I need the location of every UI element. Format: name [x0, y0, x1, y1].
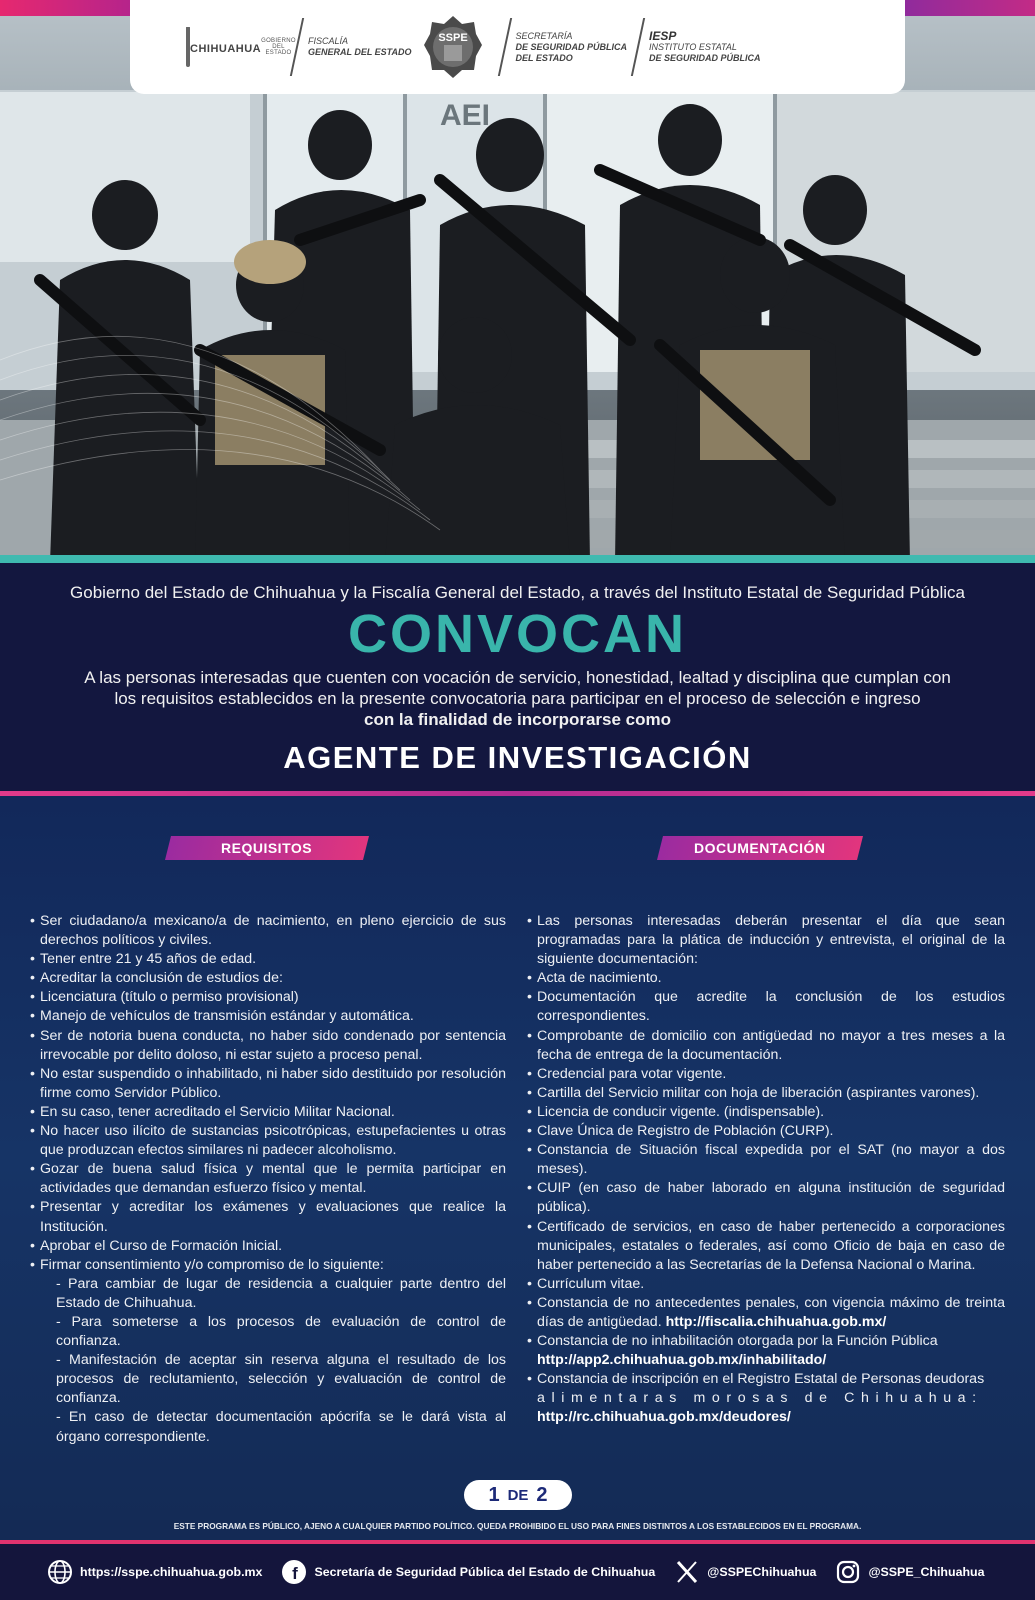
hero-photo	[0, 0, 1035, 563]
list-subitem: - Manifestación de aceptar sin reserva alguna el resultado de los procesos de reclutamiento, selección y evaluación de control de confianza.	[56, 1352, 506, 1407]
iesp-logo: IESP INSTITUTO ESTATAL DE SEGURIDAD PÚBLICA	[649, 28, 761, 63]
list-item: • Cartilla del Servicio militar con hoja de liberación (aspirantes varones).	[527, 1084, 1005, 1103]
list-item: • Ser de notoria buena conducta, no haber sido condenado por sentencia irrevocable por delito doloso, ni estar sujeto a proceso penal.	[30, 1027, 506, 1065]
deudores-link[interactable]: http://rc.chihuahua.gob.mx/deudores/	[537, 1409, 791, 1426]
footer-website[interactable]: https://sspe.chihuahua.gob.mx	[46, 1558, 262, 1586]
list-item: • Clave Única de Registro de Población (CURP).	[527, 1122, 1005, 1141]
list-item: • Licencia de conducir vigente. (indispensable).	[527, 1103, 1005, 1122]
x-icon	[673, 1558, 701, 1586]
documentacion-list	[527, 912, 1005, 1428]
list-item: • Ser ciudadano/a mexicano/a de nacimiento, en pleno ejercicio de sus derechos políticos y civiles.	[30, 912, 506, 950]
logo-bar	[130, 0, 905, 94]
list-item: • Acreditar la conclusión de estudios de:	[30, 969, 506, 988]
list-item: • Certificado de servicios, en caso de haber pertenecido a corporaciones municipales, estatales o federales, así como Oficio de baja en caso de haber pertenecido a las Secretarías de la Defensa Nacional o Marina.	[527, 1218, 1005, 1275]
list-item: • Constancia de no antecedentes penales, con vigencia máximo de treinta días de antigüedad. http://fiscalia.chihuahua.gob.mx/	[527, 1294, 1005, 1332]
sspe-badge-icon	[422, 14, 484, 80]
facebook-icon	[280, 1558, 308, 1586]
list-item: • Credencial para votar vigente.	[527, 1065, 1005, 1084]
svg-text:SSPE: SSPE	[437, 32, 468, 44]
list-item: • No hacer uso ilícito de sustancias psicotrópicas, estupefacientes u otras que produzcan efectos similares ni padecer alcoholismo.	[30, 1122, 506, 1160]
list-subitem: - En caso de detectar documentación apócrifa se le dará vista al órgano correspondiente.	[56, 1409, 506, 1445]
secretaria-logo: SECRETARÍA DE SEGURIDAD PÚBLICA DEL ESTADO	[515, 30, 628, 63]
footer-instagram[interactable]: @SSPE_Chihuahua	[834, 1558, 984, 1586]
page-indicator: 1 DE 2	[464, 1480, 572, 1510]
list-item: • Licenciatura (título o permiso provisional)	[30, 988, 506, 1007]
requisitos-list	[30, 912, 506, 1447]
list-item: • Aprobar el Curso de Formación Inicial.	[30, 1237, 506, 1256]
list-item: • Acta de nacimiento.	[527, 969, 1005, 988]
footer-facebook[interactable]: f Secretaría de Seguridad Pública del Estado de Chihuahua	[280, 1558, 655, 1586]
convocatoria-band	[0, 563, 1035, 793]
convocatoria-intro: Gobierno del Estado de Chihuahua y la Fiscalía General del Estado, a través del Instituto Estatal de Seguridad Pública	[70, 583, 965, 602]
convocan-title: CONVOCAN	[347, 604, 687, 664]
list-subitem: - Para someterse a los procesos de evaluación de control de confianza.	[56, 1313, 506, 1350]
list-item: • En su caso, tener acreditado el Servicio Militar Nacional.	[30, 1103, 506, 1122]
requisitos-heading: REQUISITOS	[165, 836, 369, 860]
list-subitem: - Para cambiar de lugar de residencia a cualquier parte dentro del Estado de Chihuahua.	[56, 1275, 506, 1311]
logo-divider	[631, 18, 645, 76]
list-item: • Tener entre 21 y 45 años de edad.	[30, 950, 506, 969]
list-item: • Comprobante de domicilio con antigüedad no mayor a tres meses a la fecha de entrega de la documentación.	[527, 1027, 1005, 1065]
list-item: • Manejo de vehículos de transmisión estándar y automática.	[30, 1007, 506, 1026]
list-item: • Currículum vitae.	[527, 1275, 1005, 1294]
fiscalia-logo: FISCALÍA GENERAL DEL ESTADO	[308, 36, 412, 57]
list-item: • No estar suspendido o inhabilitado, ni haber sido destituido por resolución firme como Servidor Público.	[30, 1065, 506, 1103]
chihuahua-logo: CHIHUAHUA GOBIERNO DEL ESTADO	[186, 27, 286, 67]
top-accent-right	[895, 0, 1035, 16]
list-item: • Constancia de inscripción en el Registro Estatal de Personas deudoras alimentaras morosas de Chihuahua: http://rc.chihuahua.gob.mx/deudores/	[527, 1370, 1005, 1427]
list-item: • CUIP (en caso de haber laborado en alguna institución de seguridad pública).	[527, 1179, 1005, 1217]
requirements-section	[0, 796, 1035, 1520]
inhabilitado-link[interactable]: http://app2.chihuahua.gob.mx/inhabilitado/	[537, 1352, 827, 1369]
list-item: • Firmar consentimiento y/o compromiso de lo siguiente:	[30, 1256, 506, 1275]
disclaimer: ESTE PROGRAMA ES PÚBLICO, AJENO A CUALQUIER PARTIDO POLÍTICO. QUEDA PROHIBIDO EL USO PARA FINES DISTINTOS A LOS ESTABLECIDOS EN EL PROGRAMA.	[0, 1520, 1035, 1542]
top-accent-left	[0, 0, 135, 16]
documentacion-heading: DOCUMENTACIÓN	[657, 836, 863, 860]
logo-divider	[497, 18, 511, 76]
list-item: • Presentar y acreditar los exámenes y evaluaciones que realice la Institución.	[30, 1198, 506, 1236]
list-item: • Constancia de no inhabilitación otorgada por la Función Pública http://app2.chihuahua.gob.mx/inhabilitado/	[527, 1332, 1005, 1370]
fiscalia-link[interactable]: http://fiscalia.chihuahua.gob.mx/	[665, 1313, 887, 1330]
list-item: • Gozar de buena salud física y mental que le permita participar en actividades que demandan esfuerzo físico y mental.	[30, 1160, 506, 1198]
photo-sign: AEI	[440, 99, 491, 132]
footer	[0, 1544, 1035, 1600]
position-title: AGENTE DE INVESTIGACIÓN	[283, 740, 752, 775]
svg-text:f: f	[292, 1564, 299, 1583]
list-item: • Documentación que acredite la conclusión de los estudios correspondientes.	[527, 988, 1005, 1026]
globe-icon	[46, 1558, 74, 1586]
band-top-line	[0, 555, 1035, 563]
instagram-icon	[834, 1558, 862, 1586]
footer-x[interactable]: @SSPEChihuahua	[673, 1558, 816, 1586]
convocatoria-description: A las personas interesadas que cuenten con vocación de servicio, honestidad, lealtad y disciplina que cumplan con los requisitos establecidos en la presente convocatoria para participar en el proceso de selección e ingreso con la finalidad de incorporarse como	[84, 668, 951, 729]
list-item: • Constancia de Situación fiscal expedida por el SAT (no mayor a dos meses).	[527, 1141, 1005, 1179]
list-item: • Las personas interesadas deberán presentar el día que sean programadas para la plática de inducción y entrevista, el original de la siguiente documentación:	[527, 912, 1005, 969]
